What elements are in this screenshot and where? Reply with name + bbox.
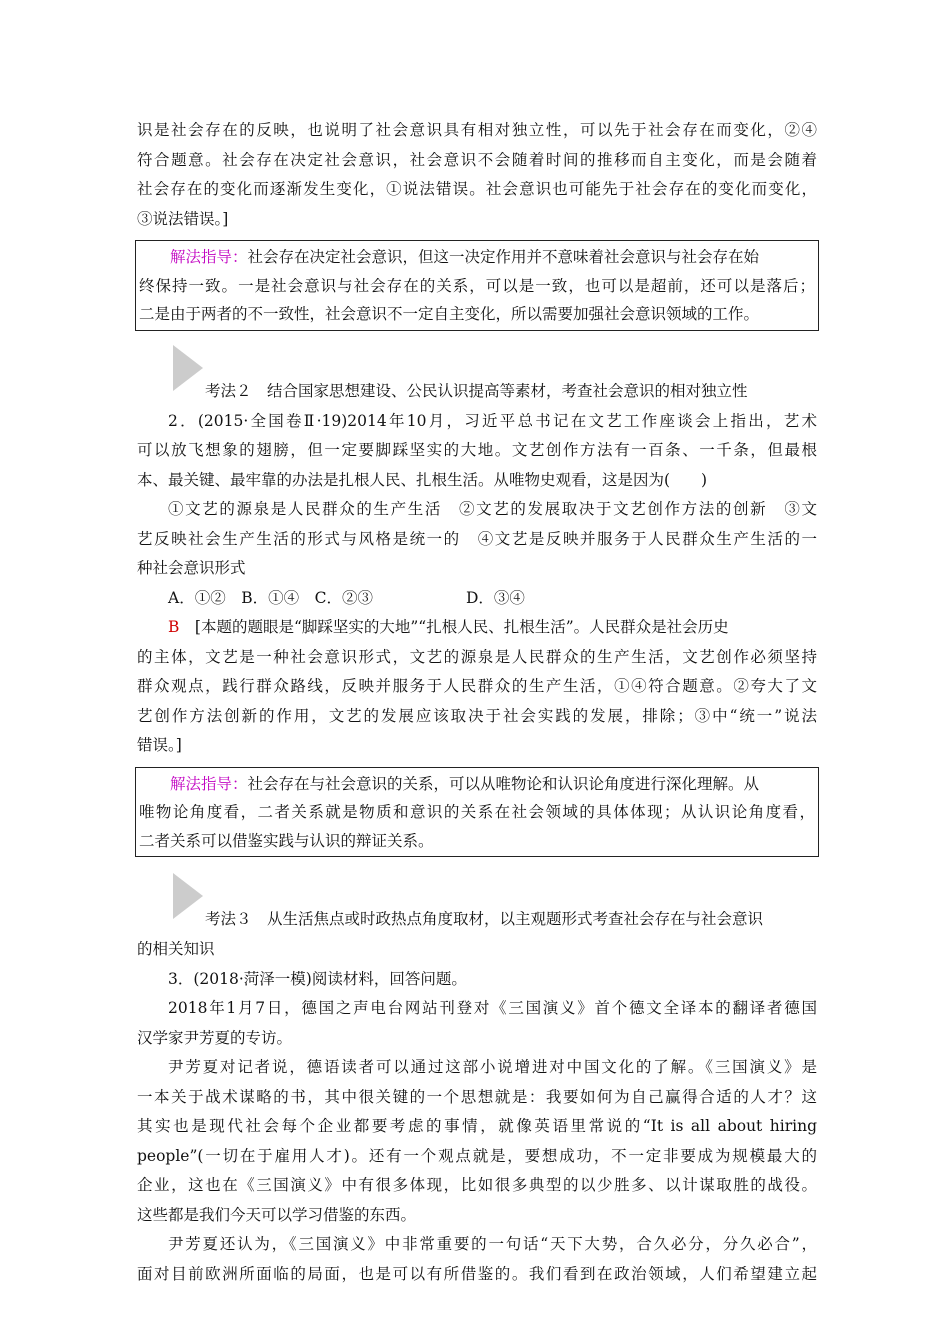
text-line (139, 243, 815, 272)
text-line: 唯物论角度看，二者关系就是物质和意识的关系在社会领域的具体体现；从认识论角度看， (139, 803, 815, 821)
question-3 (137, 965, 817, 1290)
text-line: 本、最关键、最牢靠的办法是扎根人民、扎根生活。从唯物史观看，这是因为( ) (137, 470, 708, 489)
answer-choices: A．①② B．①④ C．②③ D．③④ (168, 588, 525, 607)
text-line: 企业，这也在《三国演义》中有很多体现，比如很多典型的以少胜多、以计谋取胜的战役。 (137, 1176, 817, 1194)
text-line: 二是由于两者的不一致性，社会意识不一定自主变化，所以需要加强社会意识领域的工作。 (139, 305, 760, 323)
text-line: 艺创作方法创新的作用，文艺的发展应该取决于社会实践的发展，排除；③中“统一”说法 (137, 706, 817, 725)
text-line: 其实也是现代社会每个企业都要考虑的事情，就像英语里常说的“It is all about hiring (137, 1117, 817, 1135)
text-line: 二者关系可以借鉴实践与认识的辩证关系。 (139, 831, 434, 850)
text-line (139, 770, 815, 799)
method-heading-3 (137, 873, 817, 935)
text-line: 尹芳夏对记者说，德语读者可以通过这部小说增进对中国文化的了解。《三国演义》是 (168, 1058, 817, 1076)
text-line: ③说法错误。] (137, 209, 229, 228)
tip-text: 社会存在决定社会意识，但这一决定作用并不意味着社会意识与社会存在始 (247, 248, 760, 266)
text-line: 尹芳夏还认为，《三国演义》中非常重要的一句话“天下大势，合久必分，分久必合”， (168, 1235, 817, 1253)
method-tip-box-2 (135, 767, 819, 858)
text-line (137, 613, 817, 643)
question-2 (137, 407, 817, 761)
text-line: 2．(2015·全国卷Ⅱ·19)2014年10月，习近平总书记在文艺工作座谈会上指出，艺术 (168, 411, 817, 430)
question-head: 3．(2018·菏泽一模)阅读材料，回答问题。 (168, 969, 467, 988)
document-page (137, 116, 817, 1289)
tip-text: 社会存在与社会意识的关系，可以从唯物论和认识论角度进行深化理解。从 (247, 774, 760, 793)
triangle-arrow-icon (173, 873, 203, 919)
text-line: ①文艺的源泉是人民群众的生产生活 ②文艺的发展取决于文艺创作方法的创新 ③文 (168, 500, 817, 518)
method-title: 考法２ 结合国家思想建设、公民认识提高等素材，考查社会意识的相对独立性 (205, 381, 748, 400)
method-tip-box-1 (135, 240, 819, 331)
text-line: 错误。] (137, 736, 182, 754)
tip-label: 解法指导： (170, 248, 248, 266)
tip-label: 解法指导： (170, 774, 248, 793)
text-line: 一本关于战术谋略的书，其中很关键的一个思想就是：我要如何为自己赢得合适的人才？这 (137, 1087, 817, 1106)
paragraph-analysis-1 (137, 116, 817, 234)
answer-text: [本题的题眼是“脚踩坚实的大地”“扎根人民、扎根生活”。人民群众是社会历史 (179, 618, 729, 636)
method-title: 考法３ 从生活焦点或时政热点角度取材，以主观题形式考查社会存在与社会意识 (205, 910, 764, 928)
text-line: 2018年1月7日，德国之声电台网站刊登对《三国演义》首个德文全译本的翻译者德国 (168, 999, 817, 1017)
text-line: 符合题意。社会存在决定社会意识，社会意识不会随着时间的推移而自主变化，而是会随着 (137, 150, 817, 169)
text-line: 社会存在的变化而逐渐发生变化，①说法错误。社会意识也可能先于社会存在的变化而变化， (137, 180, 817, 198)
text-line: 群众观点，践行群众路线，反映并服务于人民群众的生产生活，①④符合题意。②夸大了文 (137, 677, 817, 695)
method-title-continued: 的相关知识 (137, 940, 215, 958)
text-line: 面对目前欧洲所面临的局面，也是可以有所借鉴的。我们看到在政治领域，人们希望建立起 (137, 1264, 817, 1283)
text-line: people”(一切在于雇用人才)。还有一个观点就是，要想成功，不一定非要成为规模最大的 (137, 1146, 817, 1165)
triangle-arrow-icon (173, 345, 203, 391)
text-line: 识是社会存在的反映，也说明了社会意识具有相对独立性，可以先于社会存在而变化，②④ (137, 121, 817, 139)
text-line: 的主体，文艺是一种社会意识形式，文艺的源泉是人民群众的生产生活，文艺创作必须坚持 (137, 647, 817, 666)
text-line: 艺反映社会生产生活的形式与风格是统一的 ④文艺是反映并服务于人民群众生产生活的一 (137, 529, 817, 548)
text-line: 可以放飞想象的翅膀，但一定要脚踩坚实的大地。文艺创作方法有一百条、一千条，但最根 (137, 441, 817, 459)
method-heading-2 (137, 345, 817, 407)
text-line: 这些都是我们今天可以学习借鉴的东西。 (137, 1205, 417, 1224)
text-line: 汉学家尹芳夏的专访。 (137, 1028, 293, 1047)
text-line: 终保持一致。一是社会意识与社会存在的关系，可以是一致，也可以是超前，还可以是落后； (139, 276, 815, 295)
answer-letter: B (168, 618, 180, 636)
text-line: 种社会意识形式 (137, 559, 246, 577)
